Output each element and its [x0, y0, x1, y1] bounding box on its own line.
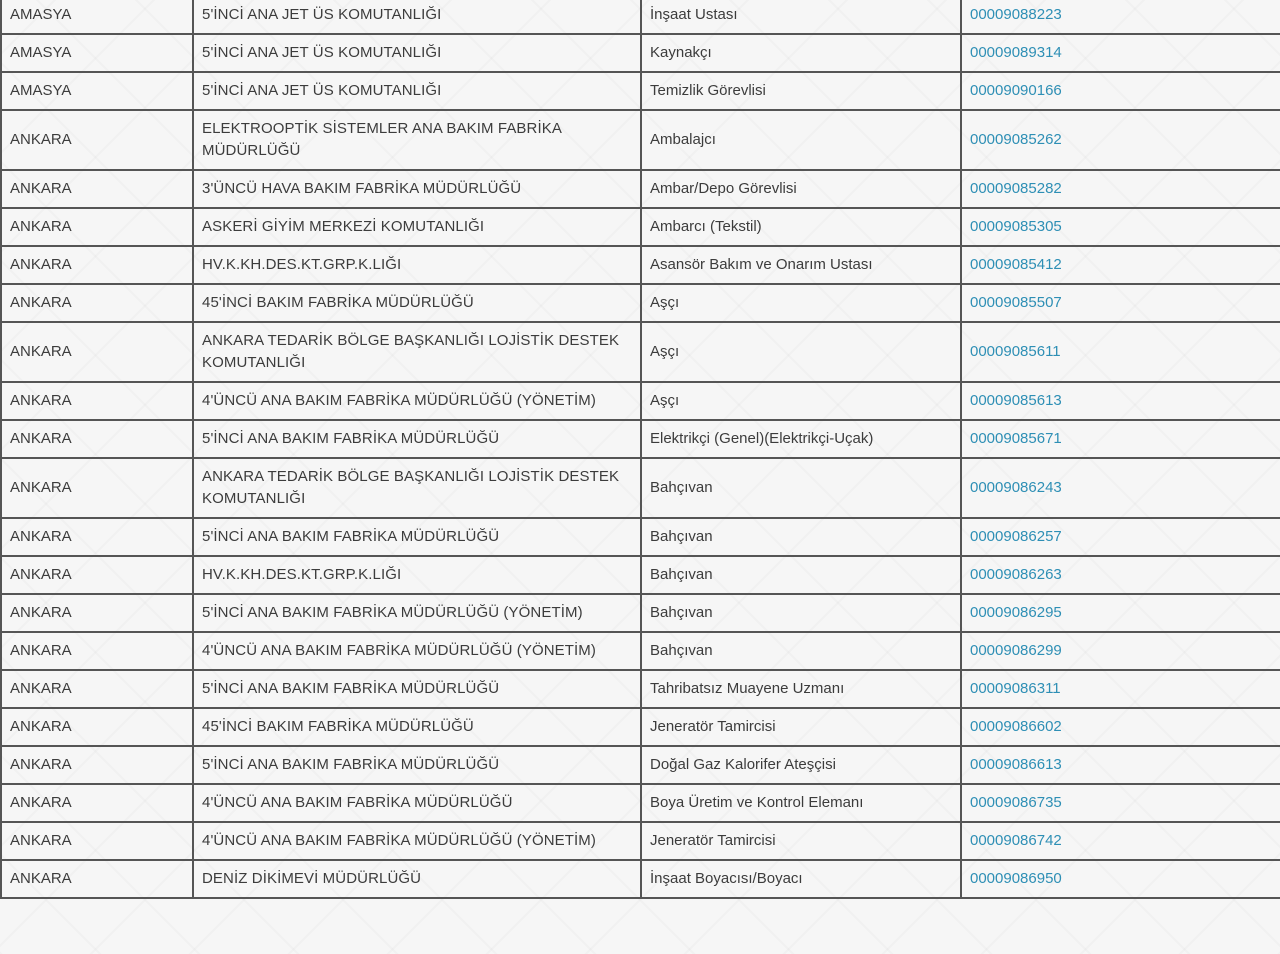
- table-row: [1, 708, 1280, 746]
- position-cell: İnşaat Boyacısı/Boyacı: [641, 860, 961, 898]
- city-cell: AMASYA: [1, 72, 193, 110]
- institution-cell: HV.K.KH.DES.KT.GRP.K.LIĞI: [193, 556, 641, 594]
- position-code-cell: 00009086602: [961, 708, 1280, 746]
- table-row: [1, 594, 1280, 632]
- table-row: [1, 382, 1280, 420]
- position-cell: Bahçıvan: [641, 594, 961, 632]
- position-cell: Bahçıvan: [641, 518, 961, 556]
- institution-cell: HV.K.KH.DES.KT.GRP.K.LIĞI: [193, 246, 641, 284]
- position-cell: Asansör Bakım ve Onarım Ustası: [641, 246, 961, 284]
- table-row: [1, 0, 1280, 34]
- table-row: [1, 518, 1280, 556]
- position-cell: Boya Üretim ve Kontrol Elemanı: [641, 784, 961, 822]
- table-row: [1, 322, 1280, 382]
- position-cell: Jeneratör Tamircisi: [641, 822, 961, 860]
- table-row: [1, 72, 1280, 110]
- position-cell: Aşçı: [641, 284, 961, 322]
- position-code-cell: 00009088223: [961, 0, 1280, 34]
- position-cell: Ambar/Depo Görevlisi: [641, 170, 961, 208]
- position-code-cell: 00009085262: [961, 110, 1280, 170]
- institution-cell: ANKARA TEDARİK BÖLGE BAŞKANLIĞI LOJİSTİK DESTEK KOMUTANLIĞI: [193, 322, 641, 382]
- position-cell: İnşaat Ustası: [641, 0, 961, 34]
- table-row: [1, 284, 1280, 322]
- city-cell: ANKARA: [1, 458, 193, 518]
- institution-cell: 5'İNCİ ANA BAKIM FABRİKA MÜDÜRLÜĞÜ (YÖNETİM): [193, 594, 641, 632]
- institution-cell: 4'ÜNCÜ ANA BAKIM FABRİKA MÜDÜRLÜĞÜ: [193, 784, 641, 822]
- institution-cell: 45'İNCİ BAKIM FABRİKA MÜDÜRLÜĞÜ: [193, 284, 641, 322]
- institution-cell: 4'ÜNCÜ ANA BAKIM FABRİKA MÜDÜRLÜĞÜ (YÖNETİM): [193, 822, 641, 860]
- position-cell: Tahribatsız Muayene Uzmanı: [641, 670, 961, 708]
- institution-cell: 3'ÜNCÜ HAVA BAKIM FABRİKA MÜDÜRLÜĞÜ: [193, 170, 641, 208]
- position-cell: Jeneratör Tamircisi: [641, 708, 961, 746]
- city-cell: AMASYA: [1, 0, 193, 34]
- position-cell: Elektrikçi (Genel)(Elektrikçi-Uçak): [641, 420, 961, 458]
- table-row: [1, 34, 1280, 72]
- table-row: [1, 632, 1280, 670]
- institution-cell: ANKARA TEDARİK BÖLGE BAŞKANLIĞI LOJİSTİK DESTEK KOMUTANLIĞI: [193, 458, 641, 518]
- position-code-cell: 00009085613: [961, 382, 1280, 420]
- city-cell: ANKARA: [1, 322, 193, 382]
- institution-cell: DENİZ DİKİMEVİ MÜDÜRLÜĞÜ: [193, 860, 641, 898]
- city-cell: ANKARA: [1, 860, 193, 898]
- position-code-cell: 00009085282: [961, 170, 1280, 208]
- table-row: [1, 670, 1280, 708]
- position-cell: Doğal Gaz Kalorifer Ateşçisi: [641, 746, 961, 784]
- position-code-cell: 00009089314: [961, 34, 1280, 72]
- institution-cell: 45'İNCİ BAKIM FABRİKA MÜDÜRLÜĞÜ: [193, 708, 641, 746]
- city-cell: ANKARA: [1, 822, 193, 860]
- institution-cell: 5'İNCİ ANA JET ÜS KOMUTANLIĞI: [193, 0, 641, 34]
- city-cell: ANKARA: [1, 246, 193, 284]
- position-cell: Aşçı: [641, 382, 961, 420]
- position-code-cell: 00009086311: [961, 670, 1280, 708]
- city-cell: ANKARA: [1, 518, 193, 556]
- institution-cell: 4'ÜNCÜ ANA BAKIM FABRİKA MÜDÜRLÜĞÜ (YÖNETİM): [193, 632, 641, 670]
- position-code-cell: 00009086735: [961, 784, 1280, 822]
- city-cell: ANKARA: [1, 784, 193, 822]
- table-row: [1, 556, 1280, 594]
- position-code-cell: 00009086742: [961, 822, 1280, 860]
- city-cell: ANKARA: [1, 420, 193, 458]
- city-cell: ANKARA: [1, 746, 193, 784]
- institution-cell: ELEKTROOPTİK SİSTEMLER ANA BAKIM FABRİKA MÜDÜRLÜĞÜ: [193, 110, 641, 170]
- city-cell: ANKARA: [1, 670, 193, 708]
- institution-cell: 5'İNCİ ANA BAKIM FABRİKA MÜDÜRLÜĞÜ: [193, 518, 641, 556]
- position-cell: Ambarcı (Tekstil): [641, 208, 961, 246]
- position-cell: Bahçıvan: [641, 458, 961, 518]
- city-cell: AMASYA: [1, 34, 193, 72]
- table-row: [1, 458, 1280, 518]
- position-cell: Bahçıvan: [641, 632, 961, 670]
- position-code-cell: 00009085611: [961, 322, 1280, 382]
- position-code-cell: 00009086243: [961, 458, 1280, 518]
- position-code-cell: 00009086299: [961, 632, 1280, 670]
- table-row: [1, 822, 1280, 860]
- institution-cell: 5'İNCİ ANA JET ÜS KOMUTANLIĞI: [193, 72, 641, 110]
- table-row: [1, 784, 1280, 822]
- city-cell: ANKARA: [1, 284, 193, 322]
- city-cell: ANKARA: [1, 556, 193, 594]
- institution-cell: 5'İNCİ ANA BAKIM FABRİKA MÜDÜRLÜĞÜ: [193, 420, 641, 458]
- position-code-cell: 00009085507: [961, 284, 1280, 322]
- position-code-cell: 00009086613: [961, 746, 1280, 784]
- table-row: [1, 746, 1280, 784]
- table-row: [1, 246, 1280, 284]
- position-code-cell: 00009086950: [961, 860, 1280, 898]
- institution-cell: 5'İNCİ ANA JET ÜS KOMUTANLIĞI: [193, 34, 641, 72]
- table-row: [1, 420, 1280, 458]
- table-row: [1, 110, 1280, 170]
- position-code-cell: 00009090166: [961, 72, 1280, 110]
- institution-cell: 4'ÜNCÜ ANA BAKIM FABRİKA MÜDÜRLÜĞÜ (YÖNETİM): [193, 382, 641, 420]
- position-cell: Bahçıvan: [641, 556, 961, 594]
- position-code-cell: 00009086257: [961, 518, 1280, 556]
- position-code-cell: 00009085671: [961, 420, 1280, 458]
- institution-cell: 5'İNCİ ANA BAKIM FABRİKA MÜDÜRLÜĞÜ: [193, 670, 641, 708]
- position-cell: Temizlik Görevlisi: [641, 72, 961, 110]
- city-cell: ANKARA: [1, 170, 193, 208]
- city-cell: ANKARA: [1, 708, 193, 746]
- position-code-cell: 00009085305: [961, 208, 1280, 246]
- table-row: [1, 208, 1280, 246]
- city-cell: ANKARA: [1, 382, 193, 420]
- city-cell: ANKARA: [1, 632, 193, 670]
- city-cell: ANKARA: [1, 594, 193, 632]
- position-code-cell: 00009086295: [961, 594, 1280, 632]
- position-cell: Aşçı: [641, 322, 961, 382]
- city-cell: ANKARA: [1, 208, 193, 246]
- position-code-cell: 00009085412: [961, 246, 1280, 284]
- position-code-cell: 00009086263: [961, 556, 1280, 594]
- table-row: [1, 170, 1280, 208]
- institution-cell: 5'İNCİ ANA BAKIM FABRİKA MÜDÜRLÜĞÜ: [193, 746, 641, 784]
- city-cell: ANKARA: [1, 110, 193, 170]
- position-cell: Ambalajcı: [641, 110, 961, 170]
- table-row: [1, 860, 1280, 898]
- position-cell: Kaynakçı: [641, 34, 961, 72]
- institution-cell: ASKERİ GİYİM MERKEZİ KOMUTANLIĞI: [193, 208, 641, 246]
